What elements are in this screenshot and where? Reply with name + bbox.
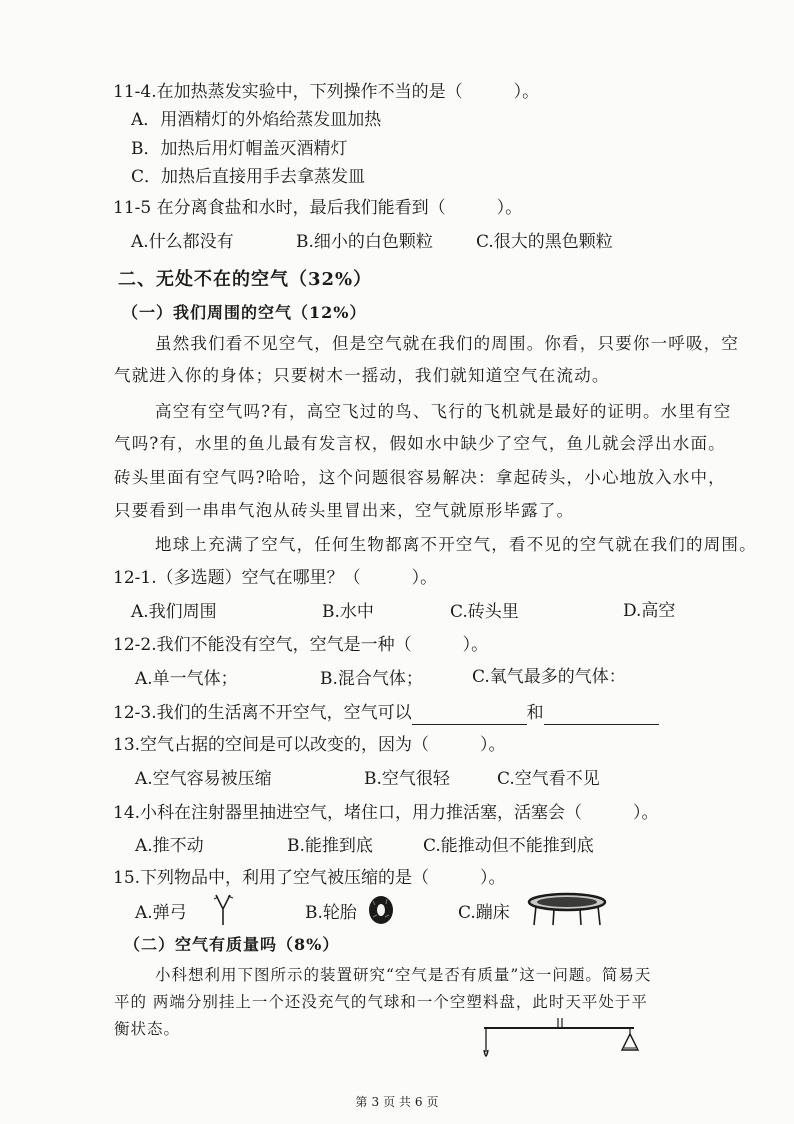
question-12-1-option-c: C.砖头里 bbox=[450, 602, 519, 622]
passage-line: 地球上充满了空气，任何生物都离不开空气，看不见的空气就在我们的周围。 bbox=[155, 535, 757, 554]
question-12-2-option-b: B.混合气体； bbox=[320, 669, 423, 689]
question-12-1-stem: 12-1.（多选题）空气在哪里？（ ）。 bbox=[113, 568, 438, 588]
passage-line: 只要看到一串串气泡从砖头里冒出来，空气就原形毕露了。 bbox=[114, 501, 575, 520]
question-11-4-stem: 11-4.在加热蒸发实验中，下列操作不当的是（ ）。 bbox=[113, 82, 540, 102]
question-14-option-b: B.能推到底 bbox=[287, 836, 373, 856]
balance-apparatus-illustration bbox=[478, 1014, 648, 1074]
trampoline-icon bbox=[526, 892, 608, 928]
question-14-stem: 14.小科在注射器里抽进空气，堵住口，用力推活塞，活塞会（ ）。 bbox=[113, 803, 659, 823]
part-2-title: （二）空气有质量吗（8%） bbox=[124, 935, 340, 954]
question-14-option-c: C.能推动但不能推到底 bbox=[423, 836, 594, 856]
question-11-4-option-c: C．加热后直接用手去拿蒸发皿 bbox=[131, 167, 366, 187]
question-11-5-option-b: B.细小的白色颗粒 bbox=[296, 232, 433, 252]
question-15-option-c: C.蹦床 bbox=[458, 903, 510, 923]
passage-line: 小科想利用下图所示的装置研究“空气是否有质量”这一问题。简易天 bbox=[155, 966, 652, 984]
question-12-3 bbox=[113, 701, 659, 725]
passage-line: 平的 两端分别挂上一个还没充气的气球和一个空塑料盘，此时天平处于平 bbox=[114, 993, 648, 1011]
total-page-number: 6 bbox=[414, 1095, 423, 1109]
question-13-option-b: B.空气很轻 bbox=[364, 769, 450, 789]
passage-line: 砖头里面有空气吗?哈哈，这个问题很容易解决：拿起砖头，小心地放入水中， bbox=[114, 468, 726, 487]
question-12-2-stem: 12-2.我们不能没有空气，空气是一种（ ）。 bbox=[113, 635, 489, 655]
passage-line: 虽然我们看不见空气，但是空气就在我们的周围。你看，只要你一呼吸，空 bbox=[155, 334, 740, 353]
question-11-4-option-a: A．用酒精灯的外焰给蒸发皿加热 bbox=[131, 110, 382, 130]
question-15-stem: 15.下列物品中，利用了空气被压缩的是（ ）。 bbox=[113, 868, 506, 888]
question-15-option-a: A.弹弓 bbox=[135, 903, 187, 923]
question-11-5-option-c: C.很大的黑色颗粒 bbox=[476, 232, 613, 252]
question-14-option-a: A.推不动 bbox=[135, 836, 204, 856]
slingshot-icon bbox=[212, 893, 238, 927]
question-11-4-option-b: B．加热后用灯帽盖灭酒精灯 bbox=[131, 139, 348, 159]
question-12-1-option-a: A.我们周围 bbox=[131, 602, 217, 622]
question-11-5-stem: 11-5 在分离食盐和水时，最后我们能看到（ ）。 bbox=[113, 198, 523, 218]
question-12-3-connector: 和 bbox=[526, 703, 544, 723]
passage-line: 高空有空气吗?有，高空飞过的鸟、飞行的飞机就是最好的证明。水里有空 bbox=[155, 402, 732, 421]
question-13-option-c: C.空气看不见 bbox=[497, 769, 600, 789]
passage-line: 气就进入你的身体；只要树木一摇动，我们就知道空气在流动。 bbox=[114, 366, 610, 385]
question-11-5-option-a: A.什么都没有 bbox=[131, 232, 234, 252]
question-12-2-option-c: C.氧气最多的气体： bbox=[472, 667, 626, 687]
question-12-1-option-b: B.水中 bbox=[322, 602, 374, 622]
question-15-option-b: B.轮胎 bbox=[305, 903, 357, 923]
question-12-1-option-d: D.高空 bbox=[623, 601, 676, 621]
footer-middle: 页 共 bbox=[383, 1095, 411, 1109]
page-footer bbox=[0, 1093, 794, 1110]
part-1-title: （一）我们周围的空气（12%） bbox=[122, 303, 367, 322]
passage-line: 气吗?有，水里的鱼儿最有发言权，假如水中缺少了空气，鱼儿就会浮出水面。 bbox=[114, 434, 726, 453]
current-page-number: 3 bbox=[371, 1095, 380, 1109]
footer-suffix: 页 bbox=[426, 1095, 439, 1109]
question-12-3-stem: 12-3.我们的生活离不开空气，空气可以 bbox=[113, 703, 412, 723]
question-13-stem: 13.空气占据的空间是可以改变的，因为（ ）。 bbox=[113, 735, 506, 755]
passage-line: 衡状态。 bbox=[114, 1020, 181, 1038]
question-12-2-option-a: A.单一气体； bbox=[135, 669, 238, 689]
question-13-option-a: A.空气容易被压缩 bbox=[135, 769, 272, 789]
tire-icon bbox=[367, 895, 395, 925]
section-2-title: 二、无处不在的空气（32%） bbox=[118, 269, 373, 290]
answer-blank-1[interactable] bbox=[412, 706, 527, 725]
footer-prefix: 第 bbox=[355, 1095, 368, 1109]
answer-blank-2[interactable] bbox=[544, 706, 659, 725]
